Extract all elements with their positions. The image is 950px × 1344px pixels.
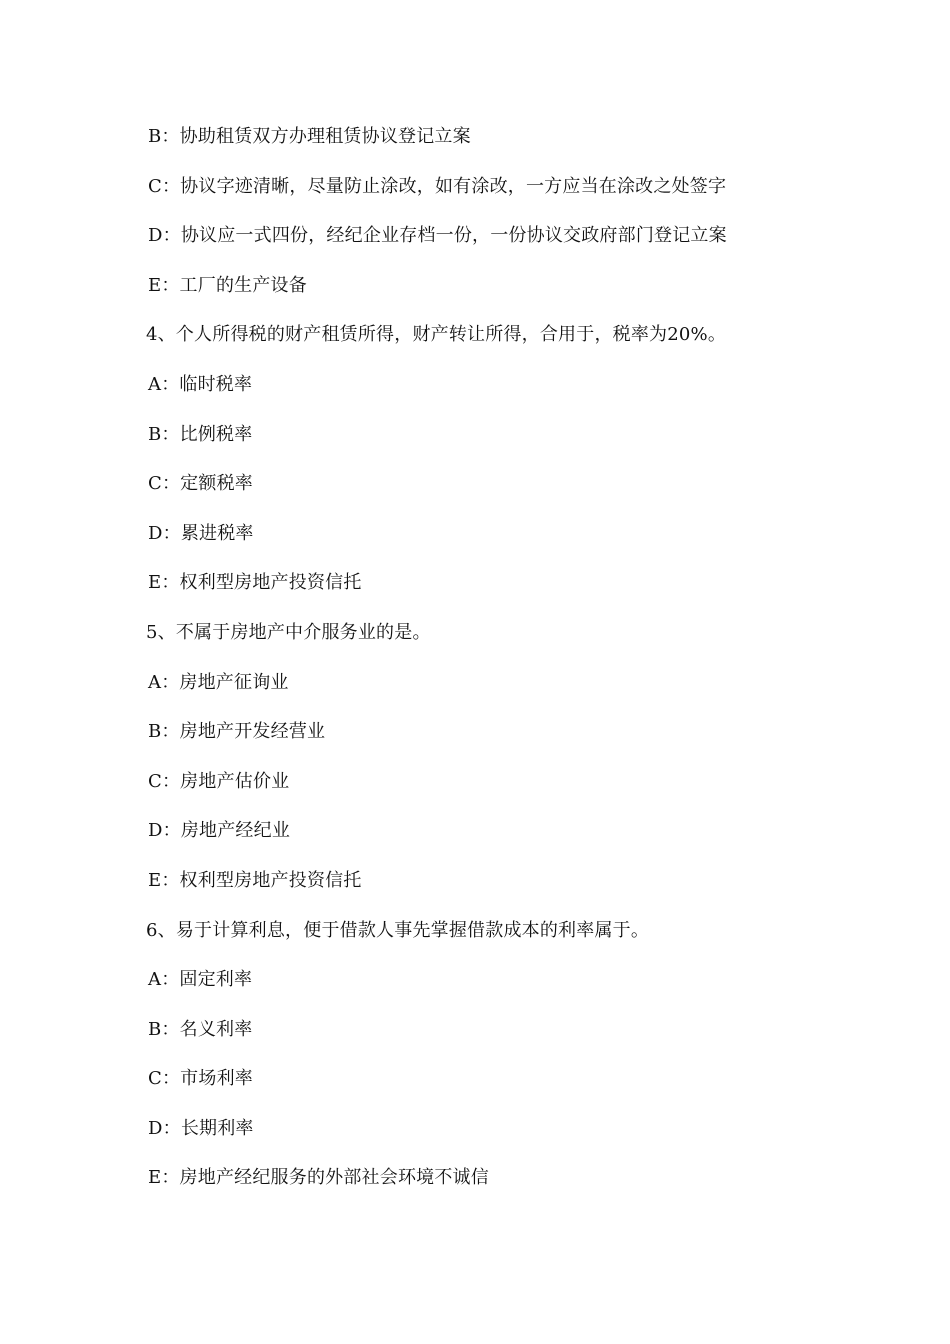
option-e-q6: E：房地产经纪服务的外部社会环境不诚信 <box>148 1167 489 1189</box>
option-e-q3: E：工厂的生产设备 <box>148 274 307 296</box>
option-a-q5: A：房地产征询业 <box>148 671 289 693</box>
option-d-q3: D：协议应一式四份，经纪企业存档一份，一份协议交政府部门登记立案 <box>148 225 727 247</box>
question-4: 4、个人所得税的财产租赁所得，财产转让所得，合用于，税率为20%。 <box>146 324 727 346</box>
option-e-q5: E：权利型房地产投资信托 <box>148 869 362 891</box>
option-c-q6: C：市场利率 <box>148 1068 253 1090</box>
option-d-q4: D：累进税率 <box>148 522 254 544</box>
option-b-q6: B：名义利率 <box>148 1018 253 1040</box>
option-a-q4: A：临时税率 <box>148 373 253 395</box>
option-d-q5: D：房地产经纪业 <box>148 820 291 842</box>
option-a-q6: A：固定利率 <box>148 969 253 991</box>
option-b-q5: B：房地产开发经营业 <box>148 721 326 743</box>
option-d-q6: D：长期利率 <box>148 1117 254 1139</box>
question-5: 5、不属于房地产中介服务业的是。 <box>146 621 431 643</box>
question-6: 6、易于计算利息，便于借款人事先掌握借款成本的利率属于。 <box>146 919 650 941</box>
document-body <box>146 112 846 1203</box>
option-e-q4: E：权利型房地产投资信托 <box>148 572 362 594</box>
option-b-q3: B：协助租赁双方办理租赁协议登记立案 <box>148 126 471 147</box>
option-c-q3: C：协议字迹清晰，尽量防止涂改，如有涂改，一方应当在涂改之处签字 <box>148 175 727 197</box>
option-b-q4: B：比例税率 <box>148 423 253 445</box>
option-c-q4: C：定额税率 <box>148 473 253 495</box>
option-c-q5: C：房地产估价业 <box>148 770 290 792</box>
